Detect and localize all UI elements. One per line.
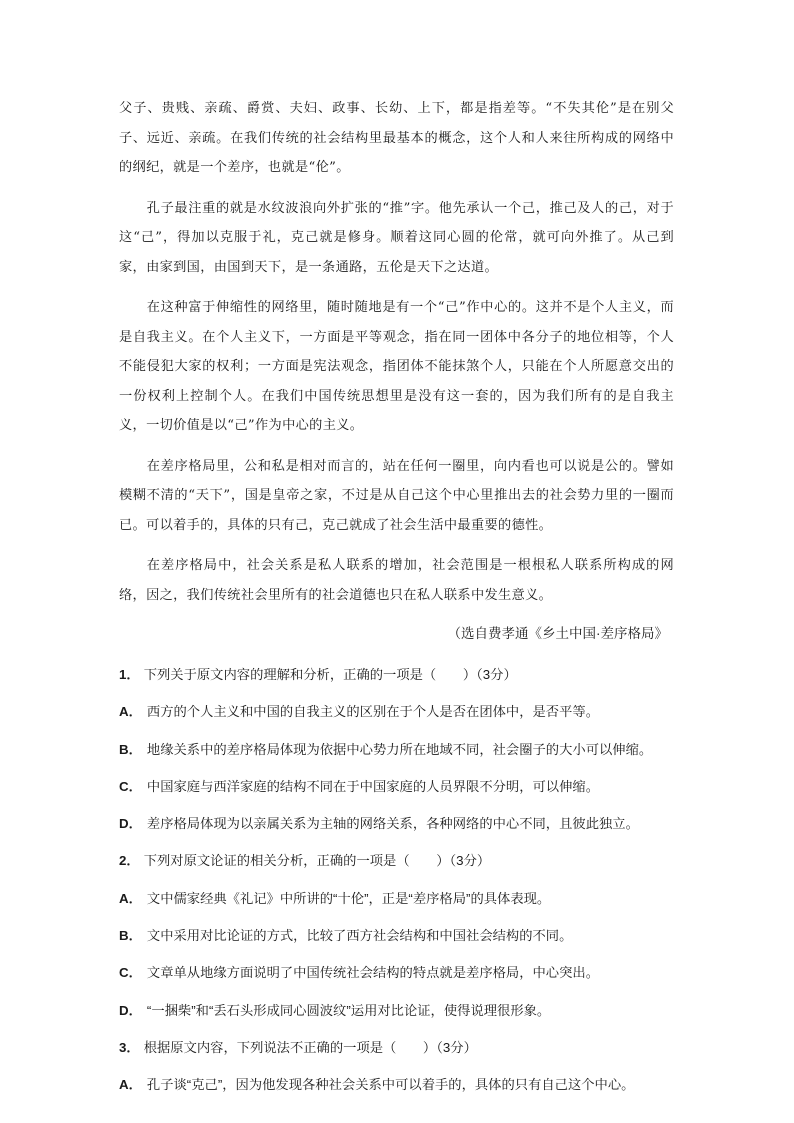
passage-paragraph: 父子、贵贱、亲疏、爵赏、夫妇、政事、长幼、上下，都是指差等。“不失其伦”是在别父子、远近、亲疏。在我们传统的社会结构里最基本的概念，这个人和人来往所构成的网络中的纲纪，就是一个差序，也就是“伦”。: [119, 101, 674, 175]
question-list: [119, 656, 674, 1104]
option-text: 差序格局体现为以亲属关系为主轴的网络关系，各种网络的中心不同，且彼此独立。: [146, 816, 639, 832]
reading-passage: [119, 94, 674, 610]
option-letter: B．: [119, 928, 142, 944]
question-text: 下列关于原文内容的理解和分析，正确的一项是（ ）（3分）: [143, 667, 517, 682]
option-text: 文章单从地缘方面说明了中国传统社会结构的特点就是差序格局，中心突出。: [146, 965, 599, 981]
question-stem: [119, 656, 674, 693]
answer-option: [119, 731, 674, 768]
answer-option: [119, 768, 674, 805]
option-letter: D．: [119, 816, 142, 832]
answer-option: [119, 1066, 674, 1103]
option-text: 孔子谈“克己”，因为他发现各种社会关系中可以着手的，具体的只有自己这个中心。: [146, 1077, 635, 1093]
option-letter: D．: [119, 1002, 142, 1018]
passage-paragraph: 孔子最注重的就是水纹波浪向外扩张的“推”字。他先承认一个己，推己及人的己，对于这“己”，得加以克服于礼，克己就是修身。顺着这同心圆的伦常，就可向外推了。从己到家，由家到国，由国到天下，是一条通路，五伦是天下之达道。: [119, 200, 674, 275]
answer-option: [119, 954, 674, 991]
option-letter: A．: [119, 704, 142, 720]
question-number: 3．: [119, 1039, 140, 1055]
option-text: 西方的个人主义和中国的自我主义的区别在于个人是否在团体中，是否平等。: [146, 704, 599, 720]
answer-option: [119, 880, 674, 917]
document-page: [119, 94, 674, 1104]
option-letter: C．: [119, 965, 142, 981]
option-letter: A．: [119, 1077, 142, 1093]
passage-source: （选自费孝通《乡土中国·差序格局》: [447, 626, 668, 641]
question-number: 2．: [119, 853, 140, 869]
question-stem: [119, 1029, 674, 1066]
question-text: 下列对原文论证的相关分析，正确的一项是（ ）（3分）: [143, 853, 491, 869]
question-1: [119, 656, 674, 842]
question-2: [119, 842, 674, 1028]
option-letter: C．: [119, 778, 142, 794]
passage-paragraph: 在差序格局中，社会关系是私人联系的增加，社会范围是一根根私人联系所构成的网络，因之，我们传统社会里所有的社会道德也只在私人联系中发生意义。: [119, 558, 674, 603]
question-stem: [119, 842, 674, 879]
option-text: 中国家庭与西洋家庭的结构不同在于中国家庭的人员界限不分明，可以伸缩。: [146, 778, 599, 794]
passage-paragraph: 在差序格局里，公和私是相对而言的，站在任何一圈里，向内看也可以说是公的。譬如模糊不清的“天下”，国是皇帝之家，不过是从自己这个中心里推出去的社会势力里的一圈而已。可以着手的，具体的只有己，克己就成了社会生活中最重要的德性。: [119, 458, 674, 533]
answer-option: [119, 917, 674, 954]
option-letter: A．: [119, 890, 142, 906]
answer-option: [119, 693, 674, 730]
question-number: 1．: [119, 667, 140, 682]
option-text: 地缘关系中的差序格局体现为依据中心势力所在地域不同，社会圈子的大小可以伸缩。: [146, 741, 653, 757]
option-text: 文中儒家经典《礼记》中所讲的“十伦”，正是“差序格局”的具体表现。: [146, 890, 551, 906]
question-text: 根据原文内容，下列说法不正确的一项是（ ）（3分）: [143, 1039, 477, 1055]
option-text: 文中采用对比论证的方式，比较了西方社会结构和中国社会结构的不同。: [146, 928, 573, 944]
answer-option: [119, 805, 674, 842]
question-3: [119, 1029, 674, 1104]
option-text: “一捆柴”和“丢石头形成同心圆波纹”运用对比论证，使得说理很形象。: [146, 1002, 551, 1018]
passage-paragraph: 在这种富于伸缩性的网络里，随时随地是有一个“己”作中心的。这并不是个人主义，而是自我主义。在个人主义下，一方面是平等观念，指在同一团体中各分子的地位相等，个人不能侵犯大家的权利；一方面是宪法观念，指团体不能抹煞个人，只能在个人所愿意交出的一份权利上控制个人。在我们中国传统思想里是没有这一套的，因为我们所有的是自我主义，一切价值是以“己”作为中心的主义。: [119, 300, 674, 433]
option-letter: B．: [119, 741, 142, 757]
answer-option: [119, 992, 674, 1029]
